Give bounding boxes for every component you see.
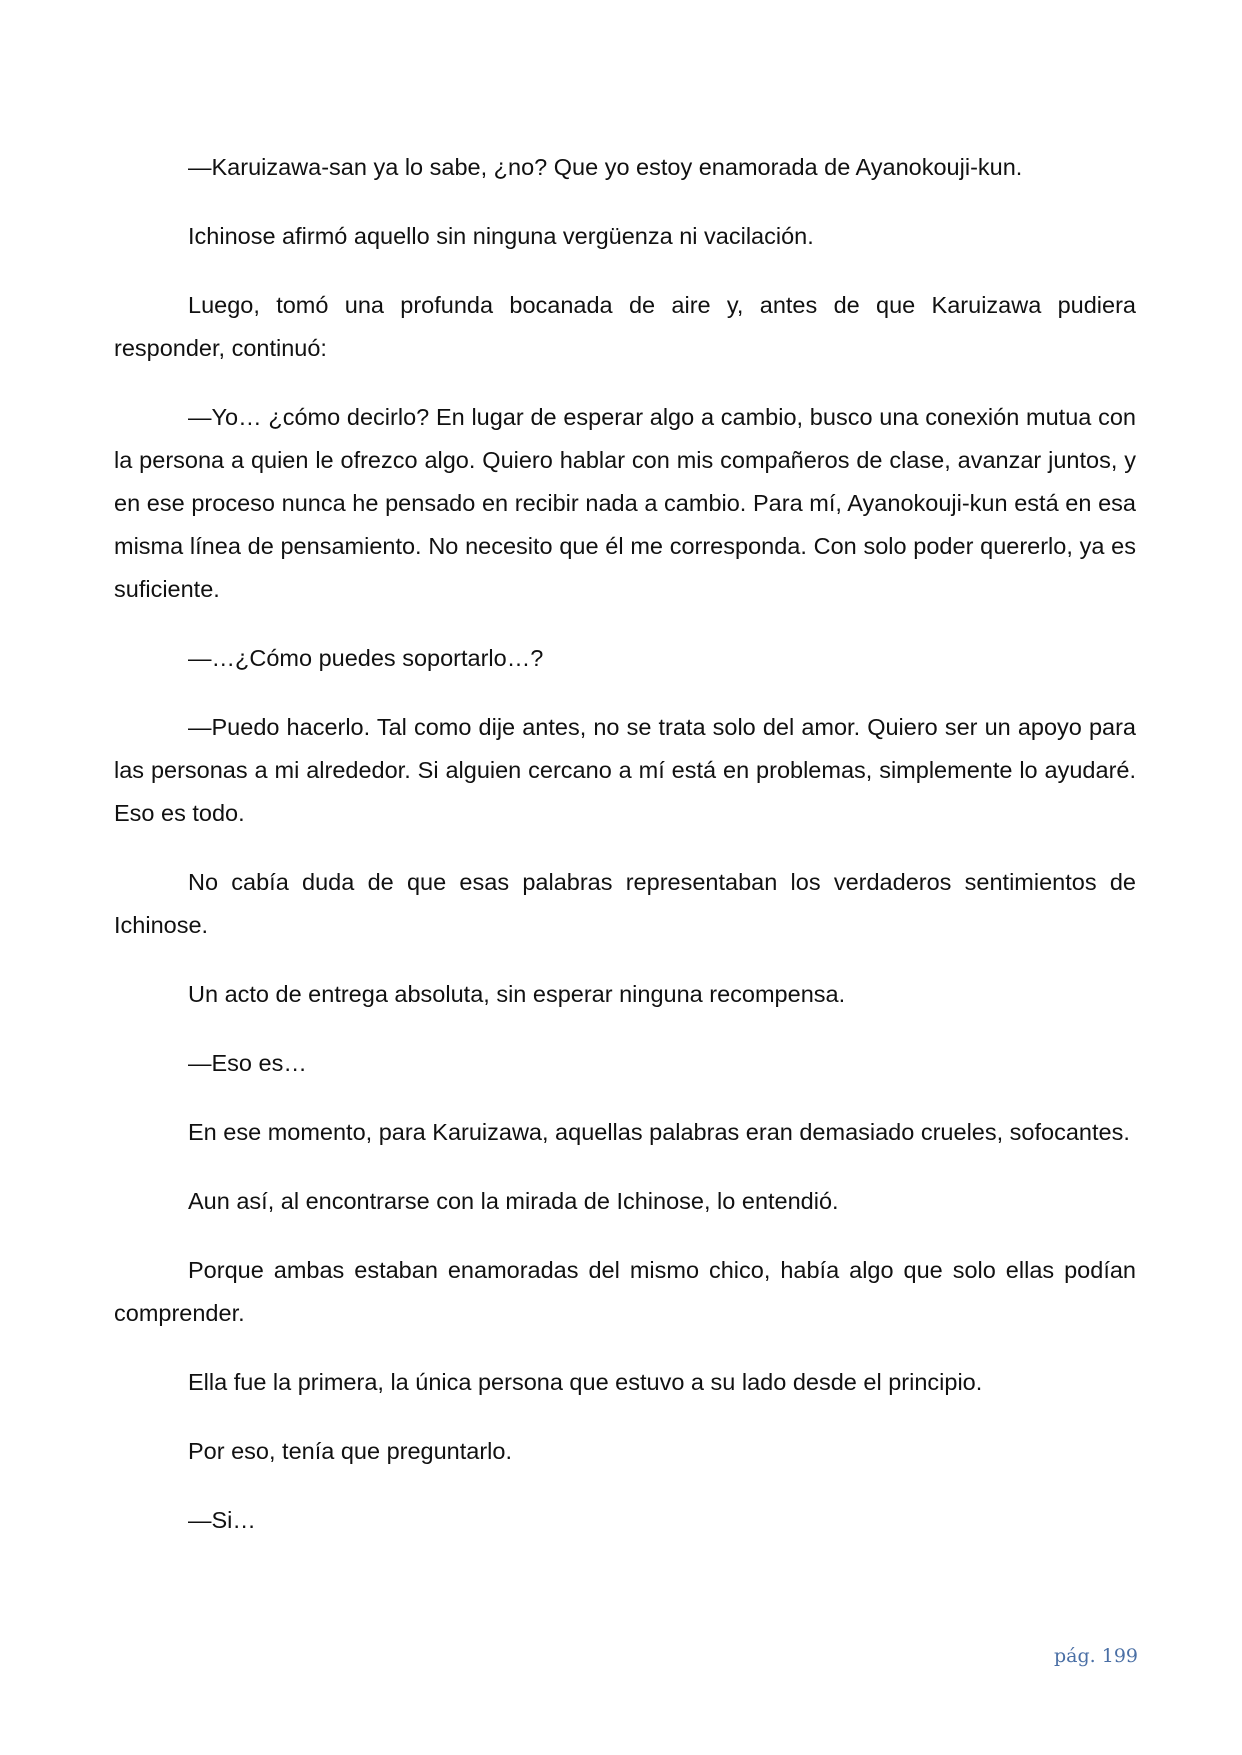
paragraph: No cabía duda de que esas palabras representaban los verdaderos sentimientos de Ichinose.	[114, 869, 1136, 938]
paragraph: —Puedo hacerlo. Tal como dije antes, no se trata solo del amor. Quiero ser un apoyo para las personas a mi alrededor. Si alguien cercano a mí está en problemas, simplemente lo ayudaré. Eso es todo.	[114, 714, 1136, 826]
paragraph: —…¿Cómo puedes soportarlo…?	[188, 645, 544, 671]
paragraph: Ella fue la primera, la única persona que estuvo a su lado desde el principio.	[188, 1369, 983, 1395]
paragraph: Un acto de entrega absoluta, sin esperar ninguna recompensa.	[188, 981, 846, 1007]
paragraph: —Eso es…	[188, 1050, 307, 1076]
paragraph: —Karuizawa-san ya lo sabe, ¿no? Que yo estoy enamorada de Ayanokouji-kun.	[188, 154, 1023, 180]
paragraph: Porque ambas estaban enamoradas del mismo chico, había algo que solo ellas podían comprender.	[114, 1257, 1136, 1326]
paragraph: Ichinose afirmó aquello sin ninguna vergüenza ni vacilación.	[188, 223, 814, 249]
paragraph: Aun así, al encontrarse con la mirada de Ichinose, lo entendió.	[188, 1188, 839, 1214]
paragraph: —Si…	[188, 1507, 256, 1533]
body-text	[114, 146, 1136, 1568]
paragraph: —Yo… ¿cómo decirlo? En lugar de esperar algo a cambio, busco una conexión mutua con la persona a quien le ofrezco algo. Quiero hablar con mis compañeros de clase, avanzar juntos, y en ese proceso nunca he pensado en recibir nada a cambio. Para mí, Ayanokouji-kun está en esa misma línea de pensamiento. No necesito que él me corresponda. Con solo poder quererlo, ya es suficiente.	[114, 404, 1136, 602]
paragraph: En ese momento, para Karuizawa, aquellas palabras eran demasiado crueles, sofocantes.	[188, 1119, 1130, 1145]
paragraph: Por eso, tenía que preguntarlo.	[188, 1438, 512, 1464]
paragraph: Luego, tomó una profunda bocanada de aire y, antes de que Karuizawa pudiera responder, continuó:	[114, 292, 1136, 361]
page-number: pág. 199	[1054, 1645, 1138, 1667]
